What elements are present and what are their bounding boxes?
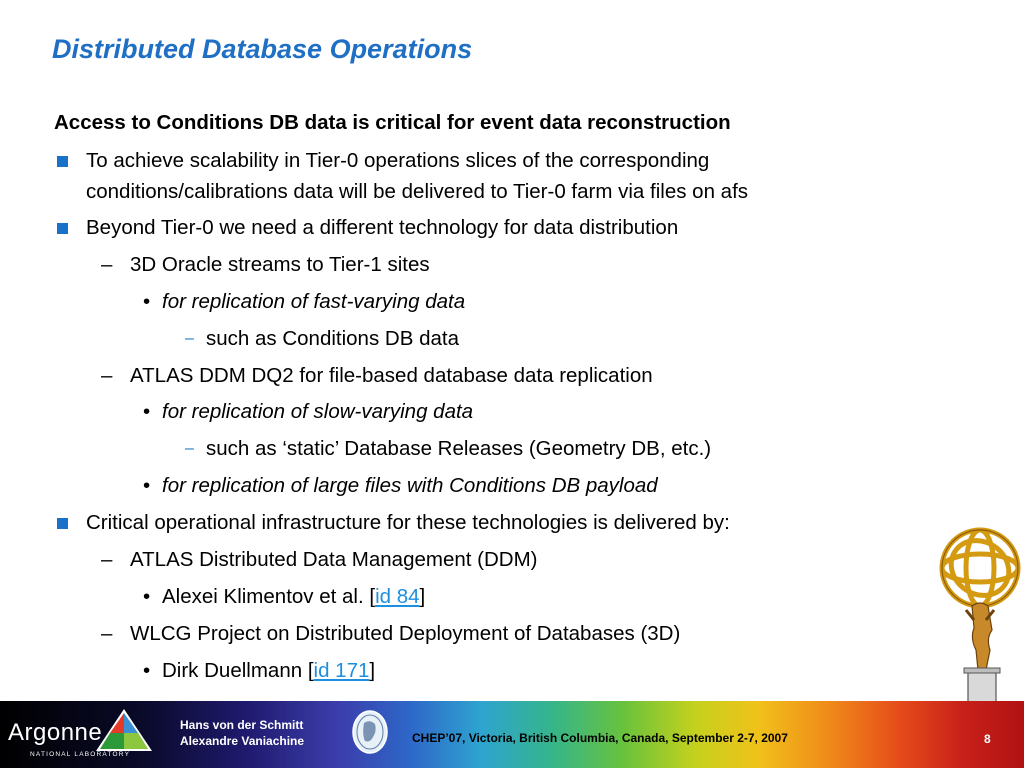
sub-sub-sub-bullet-text: such as Conditions DB data bbox=[206, 327, 459, 350]
atlas-statue-icon bbox=[930, 520, 1024, 710]
author-name: Alexandre Vaniachine bbox=[180, 734, 305, 748]
dash-marker: – bbox=[101, 364, 113, 387]
reference-text: ] bbox=[419, 585, 426, 608]
dash-marker: – bbox=[185, 330, 194, 347]
sub-sub-bullet-text bbox=[162, 582, 425, 612]
bullet-text: Critical operational infrastructure for these technologies is delivered by: bbox=[86, 511, 730, 534]
bullet-square-icon bbox=[57, 156, 68, 167]
argonne-logo-text: Argonne bbox=[8, 719, 103, 746]
footer-bar bbox=[0, 701, 1024, 768]
dot-marker: • bbox=[143, 290, 151, 313]
reference-text: Dirk Duellmann [ bbox=[162, 659, 314, 682]
sub-bullet-text: 3D Oracle streams to Tier-1 sites bbox=[130, 253, 430, 276]
dot-marker: • bbox=[143, 585, 151, 608]
reference-link[interactable]: id 171 bbox=[313, 659, 370, 682]
dot-marker: • bbox=[143, 474, 151, 497]
sub-sub-bullet-text: for replication of slow-varying data bbox=[162, 400, 474, 423]
sub-sub-bullet-text: for replication of fast-varying data bbox=[162, 290, 466, 313]
sub-sub-sub-bullet-text: such as ‘static’ Database Releases (Geometry DB, etc.) bbox=[206, 437, 712, 460]
sub-bullet-text: ATLAS Distributed Data Management (DDM) bbox=[130, 548, 538, 571]
dash-marker: – bbox=[185, 440, 194, 457]
sub-sub-bullet-text: for replication of large files with Conditions DB payload bbox=[162, 474, 658, 497]
max-planck-seal-icon bbox=[352, 709, 388, 755]
dot-marker: • bbox=[143, 400, 151, 423]
reference-link[interactable]: id 84 bbox=[375, 585, 420, 608]
dot-marker: • bbox=[143, 659, 151, 682]
dash-marker: – bbox=[101, 548, 113, 571]
slide-heading: Access to Conditions DB data is critical for event data reconstruction bbox=[54, 111, 731, 134]
conference-info: CHEP’07, Victoria, British Columbia, Canada, September 2-7, 2007 bbox=[412, 731, 788, 745]
bullet-text: conditions/calibrations data will be delivered to Tier-0 farm via files on afs bbox=[86, 180, 749, 203]
argonne-logo-icon bbox=[94, 707, 154, 753]
authors bbox=[180, 717, 304, 749]
reference-text: Alexei Klimentov et al. [ bbox=[162, 585, 376, 608]
page-number: 8 bbox=[984, 732, 991, 746]
sub-bullet-text: ATLAS DDM DQ2 for file-based database data replication bbox=[130, 364, 653, 387]
bullet-square-icon bbox=[57, 223, 68, 234]
bullet-text: Beyond Tier-0 we need a different technology for data distribution bbox=[86, 216, 679, 239]
bullet-square-icon bbox=[57, 518, 68, 529]
argonne-logo-subtext: NATIONAL LABORATORY bbox=[30, 751, 131, 758]
slide-title: Distributed Database Operations bbox=[52, 34, 473, 64]
reference-text: ] bbox=[369, 659, 376, 682]
dash-marker: – bbox=[101, 253, 113, 276]
sub-sub-bullet-text bbox=[162, 656, 375, 686]
dash-marker: – bbox=[101, 622, 113, 645]
sub-bullet-text: WLCG Project on Distributed Deployment of Databases (3D) bbox=[130, 622, 681, 645]
bullet-text: To achieve scalability in Tier-0 operations slices of the corresponding bbox=[86, 149, 710, 172]
author-name: Hans von der Schmitt bbox=[180, 718, 304, 732]
